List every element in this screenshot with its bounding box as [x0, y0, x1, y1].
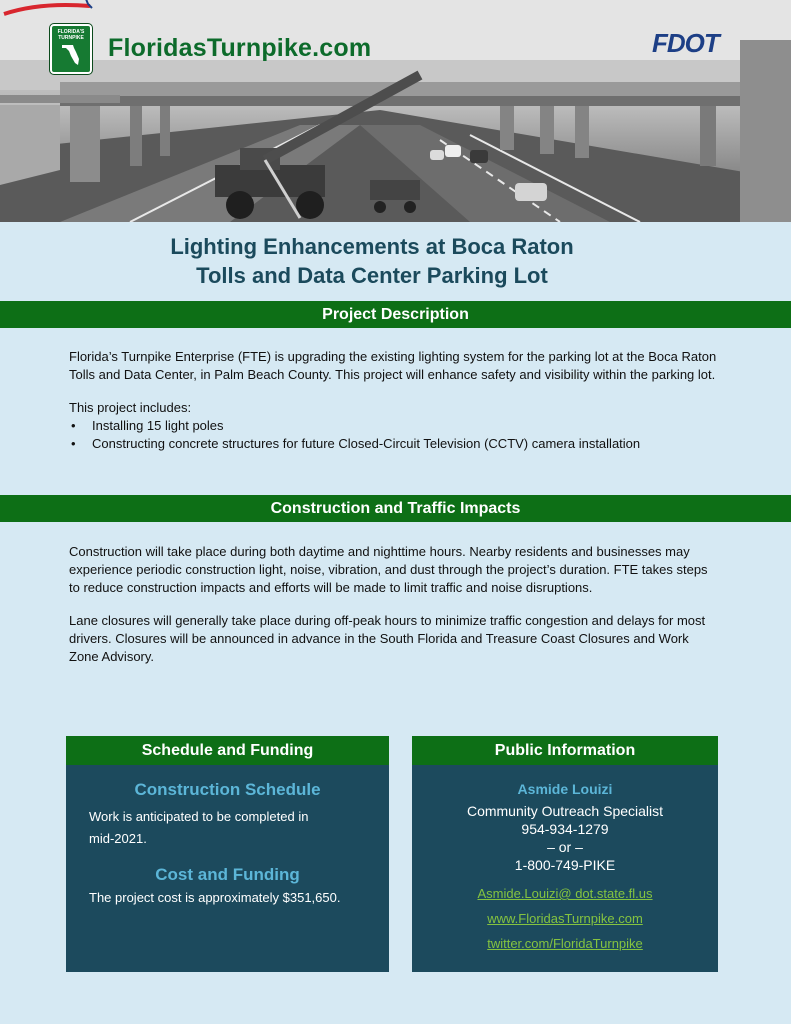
list-item: • Constructing concrete structures for future Closed-Circuit Television (CCTV) camera installation	[69, 435, 719, 453]
header-banner	[0, 0, 791, 222]
website-link[interactable]: www.FloridasTurnpike.com	[487, 911, 643, 926]
cost-funding-title: Cost and Funding	[155, 865, 300, 884]
construction-impacts-heading: Construction and Traffic Impacts	[0, 495, 791, 522]
schedule-funding-heading: Schedule and Funding	[66, 736, 389, 765]
contact-phone[interactable]: 954-934-1279	[521, 821, 609, 837]
construction-paragraph-1: Construction will take place during both daytime and nighttime hours. Nearby residents and businesses may experience periodic construction light, noise, vibration, and dust through the project’s duration. FTE takes steps to reduce construction impacts and efforts will be made to limit traffic and noise disruptions.	[69, 544, 708, 595]
schedule-line-2: mid-2021.	[89, 831, 147, 846]
florida-turnpike-badge-logo	[50, 24, 92, 74]
list-item: • Installing 15 light poles	[69, 417, 719, 435]
contact-tollfree[interactable]: 1-800-749-PIKE	[514, 857, 616, 873]
contact-links	[412, 881, 718, 956]
email-link[interactable]: Asmide.Louizi@ dot.state.fl.us	[477, 886, 653, 901]
construction-schedule-text	[66, 806, 389, 850]
project-includes-list	[69, 417, 719, 453]
title-line-1: Lighting Enhancements at Boca Raton	[170, 234, 574, 259]
construction-paragraph-2: Lane closures will generally take place during off-peak hours to minimize traffic congestion and delays for most drivers. Closures will be announced in advance in the South Florida and Treasure Coast Closures and Work Zone Advisory.	[69, 613, 706, 664]
public-information-heading: Public Information	[412, 736, 718, 765]
fdot-swoosh-icon	[0, 0, 100, 18]
project-description-paragraph: Florida’s Turnpike Enterprise (FTE) is upgrading the existing lighting system for the parking lot at the Boca Raton Tolls and Data Center, in Palm Beach County. This project will enhance safety and visibility within the parking lot.	[69, 349, 717, 382]
twitter-link[interactable]: twitter.com/FloridaTurnpike	[487, 936, 643, 951]
construction-schedule-title: Construction Schedule	[134, 780, 321, 799]
project-description-heading: Project Description	[0, 301, 791, 328]
construction-impacts-body	[69, 543, 719, 681]
cost-funding-text: The project cost is approximately $351,650.	[89, 890, 341, 905]
title-line-2: Tolls and Data Center Parking Lot	[196, 263, 548, 288]
public-information-box	[412, 736, 718, 972]
contact-details	[412, 802, 718, 874]
fdot-logo: FDOT	[652, 28, 719, 58]
includes-intro: This project includes:	[69, 400, 192, 415]
florida-map-icon	[61, 43, 81, 67]
project-description-body	[69, 348, 719, 453]
contact-or: – or –	[547, 839, 583, 855]
badge-label: FLORIDA'S TURNPIKE	[57, 29, 85, 41]
contact-name: Asmide Louizi	[517, 781, 613, 797]
contact-role: Community Outreach Specialist	[466, 803, 664, 819]
schedule-line-1: Work is anticipated to be completed in	[89, 809, 309, 824]
site-name[interactable]: FloridasTurnpike.com	[108, 34, 372, 62]
page-title	[100, 232, 644, 290]
schedule-funding-box	[66, 736, 389, 972]
